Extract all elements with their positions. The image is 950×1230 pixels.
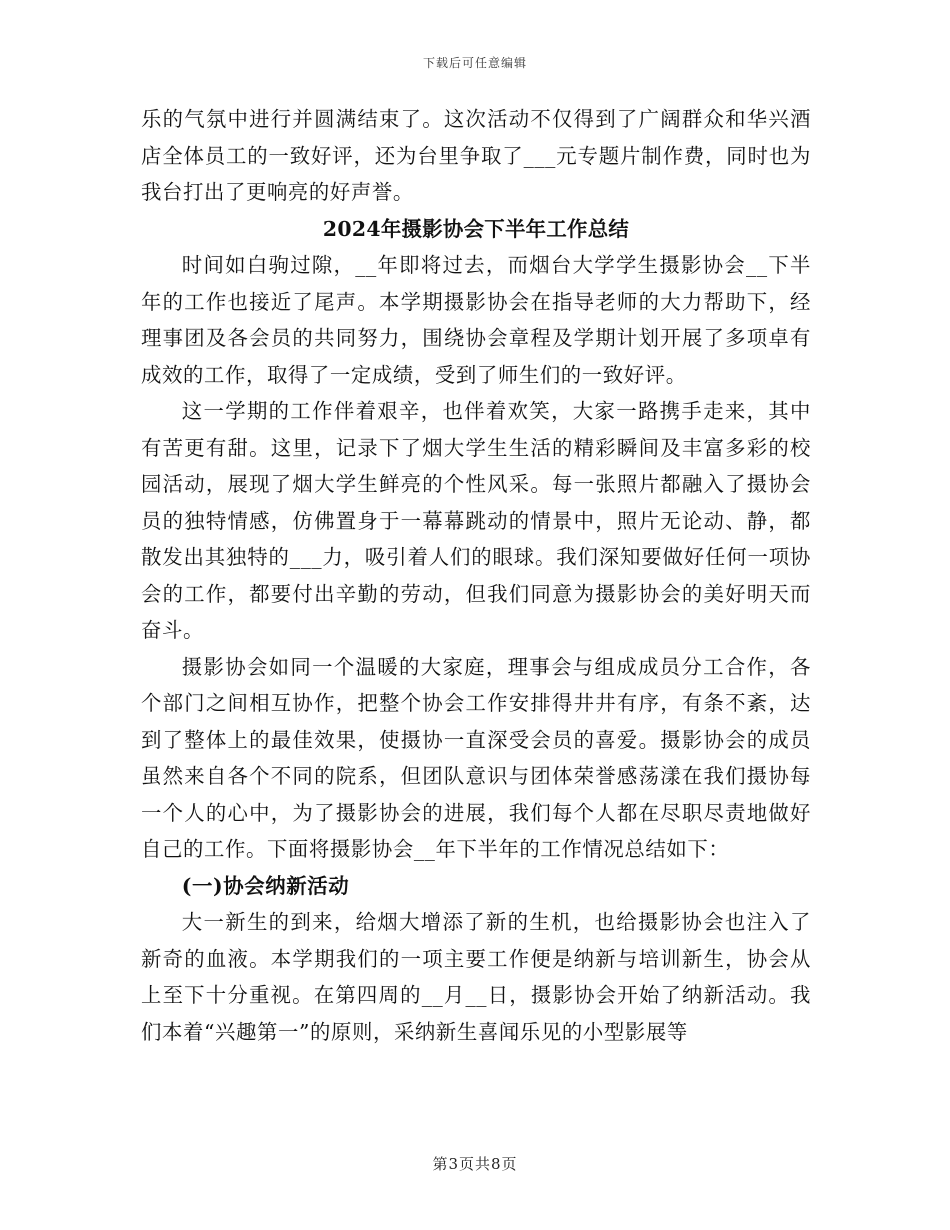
document-body [141, 101, 811, 1050]
page-footer: 第3页共8页 [432, 1155, 518, 1173]
section-title: 2024年摄影协会下半年工作总结 [322, 216, 630, 241]
paragraph-intro: 时间如白驹过隙，__年即将过去，而烟台大学学生摄影协会__下半年的工作也接近了尾声。本学期摄影协会在指导老师的大力帮助下，经理事团及各会员的共同努力，围绕协会章程及学期计划开展了多项卓有成效的工作，取得了一定成绩，受到了师生们的一致好评。 [141, 253, 811, 387]
paragraph-recruitment: 大一新生的到来，给烟大增添了新的生机，也给摄影协会也注入了新奇的血液。本学期我们的一项主要工作便是纳新与培训新生，协会从上至下十分重视。在第四周的__月__日，摄影协会开始了纳新活动。我们本着“兴趣第一”的原则，采纳新生喜闻乐见的小型影展等 [141, 910, 811, 1044]
subsection-heading: (一)协会纳新活动 [181, 873, 350, 898]
page-header: 下载后可任意编辑 [422, 56, 527, 70]
paragraph-continued: 乐的气氛中进行并圆满结束了。这次活动不仅得到了广阔群众和华兴酒店全体员工的一致好评，还为台里争取了___元专题片制作费，同时也为我台打出了更响亮的好声誉。 [141, 107, 811, 204]
paragraph-teamwork: 摄影协会如同一个温暖的大家庭，理事会与组成成员分工合作，各个部门之间相互协作，把整个协会工作安排得井井有序，有条不紊，达到了整体上的最佳效果，使摄协一直深受会员的喜爱。摄影协会的成员虽然来自各个不同的院系，但团队意识与团体荣誉感荡漾在我们摄协每一个人的心中，为了摄影协会的进展，我们每个人都在尽职尽责地做好自己的工作。下面将摄影协会__年下半年的工作情况总结如下： [141, 654, 811, 861]
paragraph-reflection: 这一学期的工作伴着艰辛，也伴着欢笑，大家一路携手走来，其中有苦更有甜。这里，记录下了烟大学生生活的精彩瞬间及丰富多彩的校园活动，展现了烟大学生鲜亮的个性风采。每一张照片都融入了摄协会员的独特情感，仿佛置身于一幕幕跳动的情景中，照片无论动、静，都散发出其独特的___力，吸引着人们的眼球。我们深知要做好任何一项协会的工作，都要付出辛勤的劳动，但我们同意为摄影协会的美好明天而奋斗。 [141, 399, 811, 642]
